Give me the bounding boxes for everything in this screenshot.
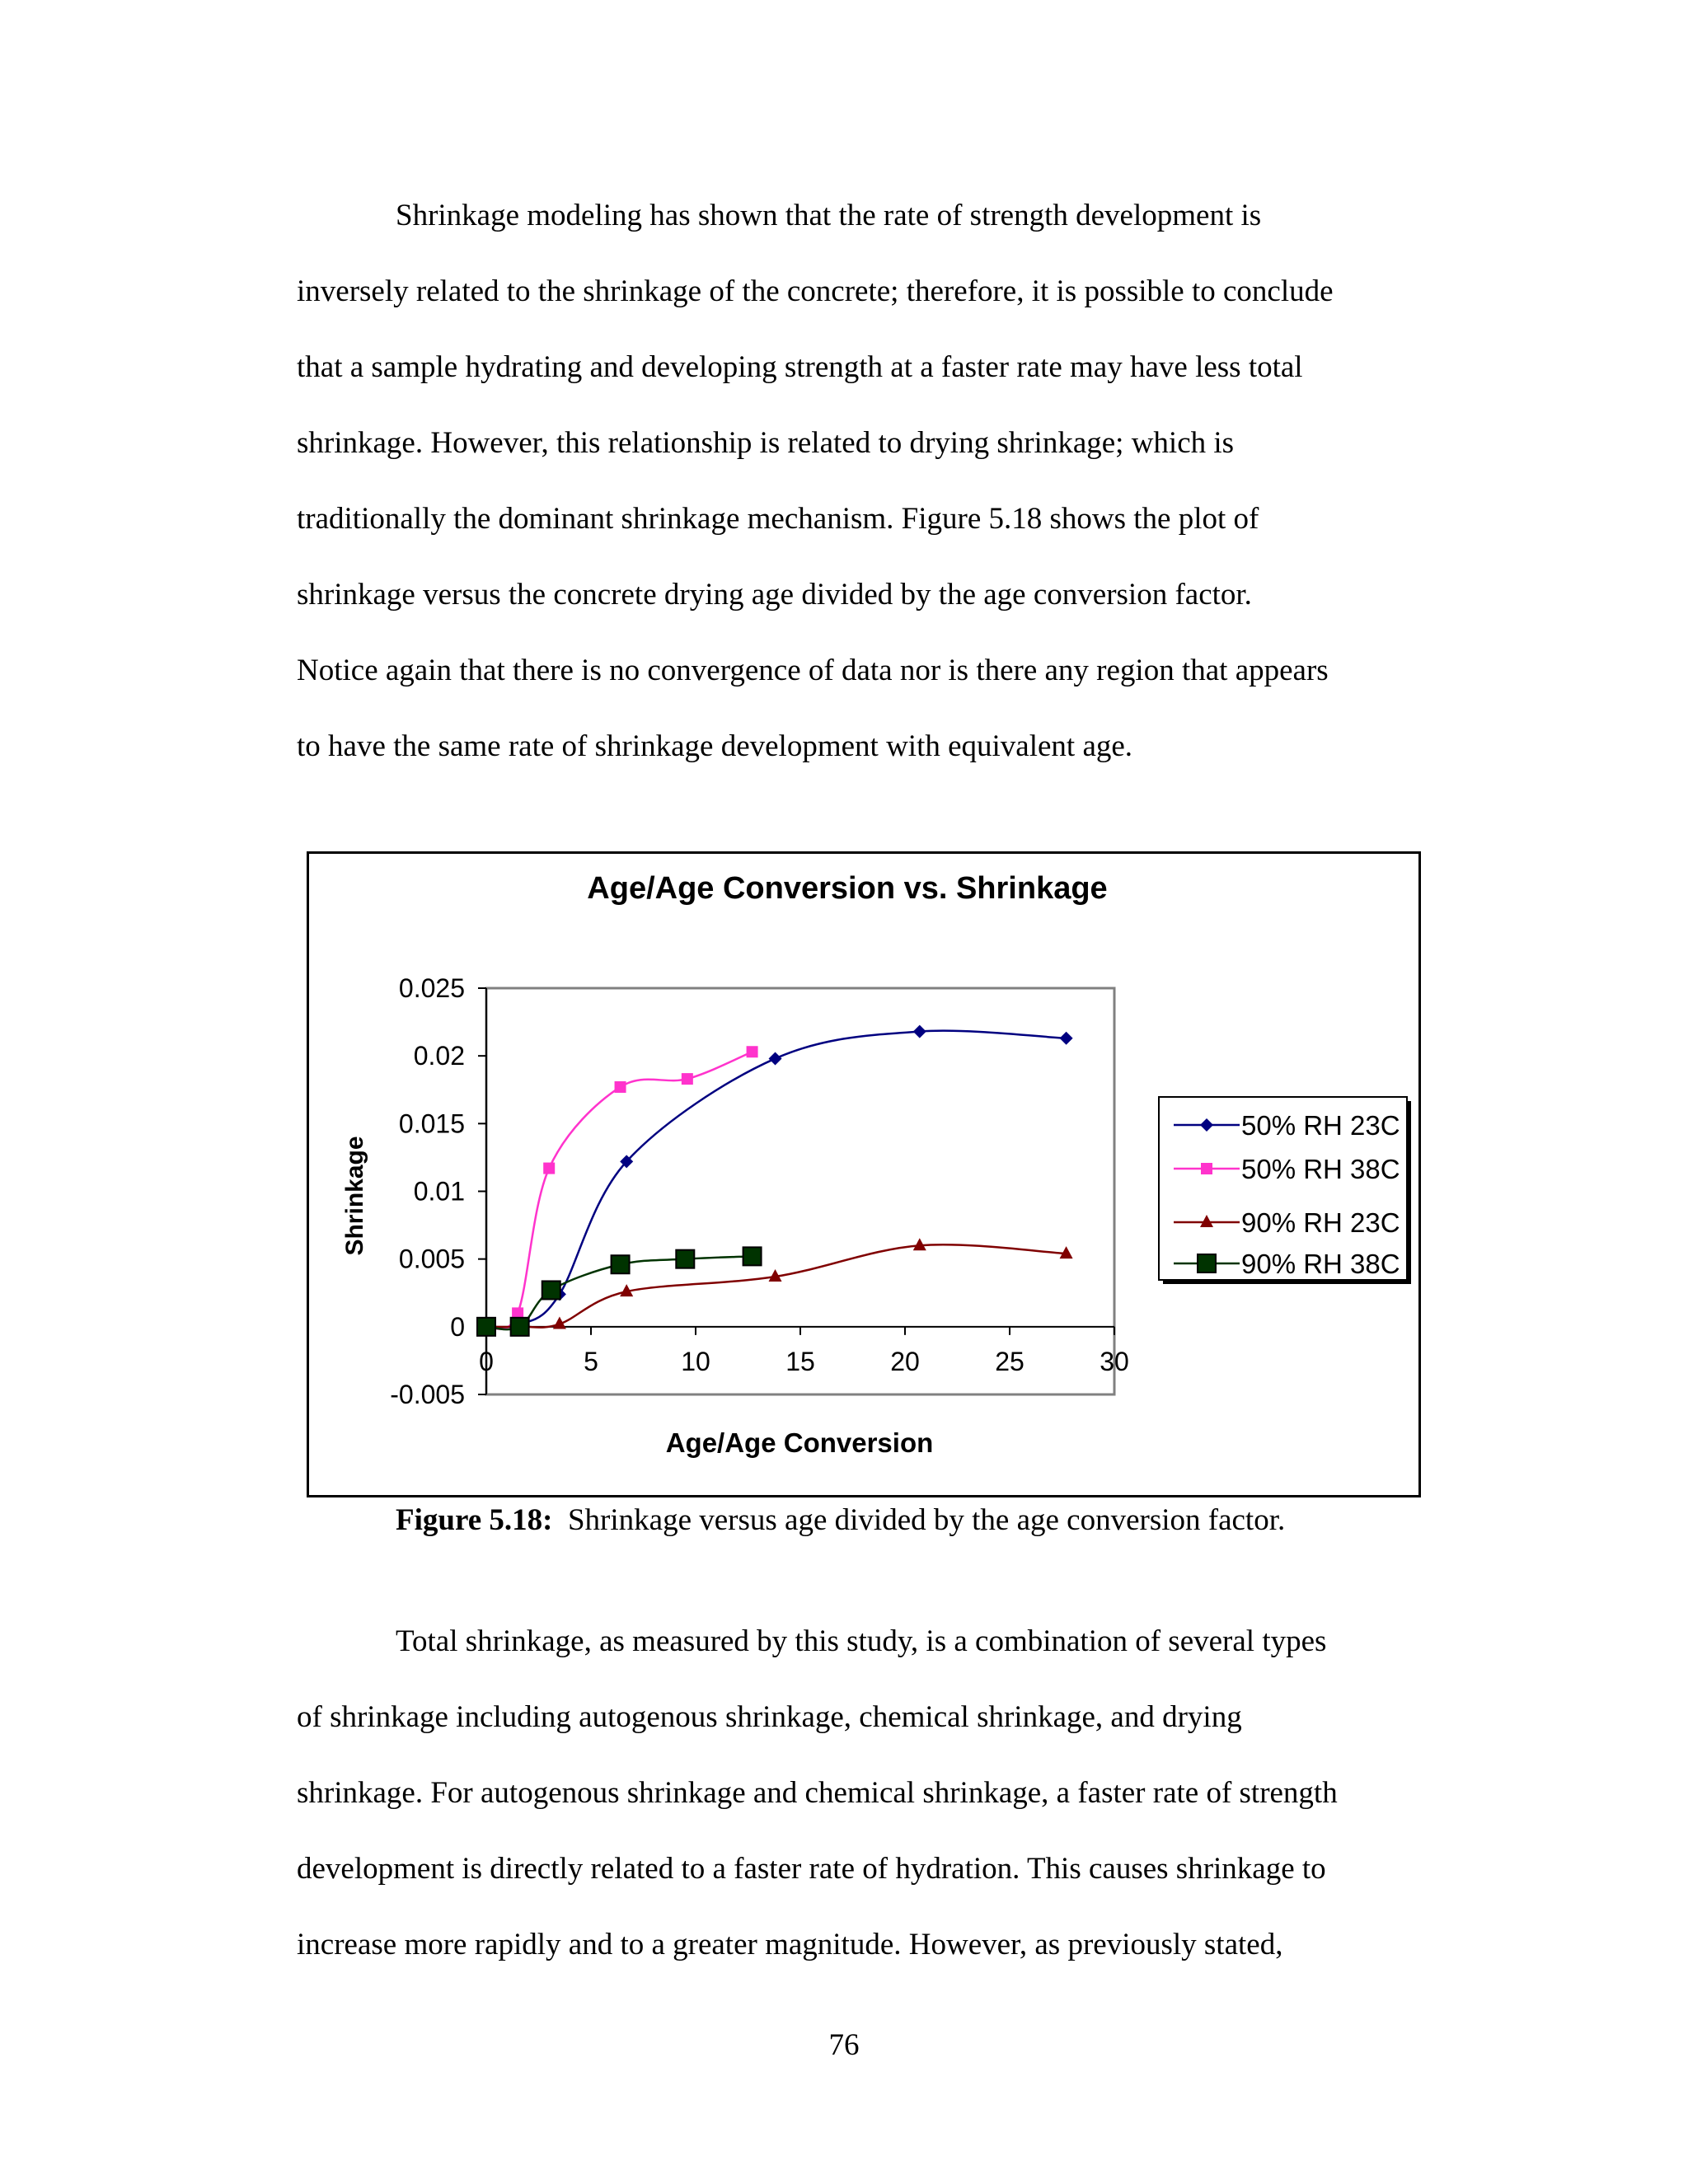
data-point — [682, 1073, 693, 1085]
legend-label: 90% RH 23C — [1241, 1207, 1400, 1238]
text-line: that a sample hydrating and developing strength at a faster rate may have less total — [297, 350, 1303, 384]
data-point — [477, 1318, 495, 1336]
text-line: Shrinkage modeling has shown that the rate of strength development is — [396, 199, 1262, 232]
legend-marker — [1198, 1254, 1216, 1272]
x-tick-label: 10 — [681, 1346, 710, 1376]
body-paragraph-1 — [297, 178, 1418, 785]
x-tick-label: 20 — [890, 1346, 920, 1376]
y-tick-label: 0 — [450, 1311, 465, 1342]
page-number: 76 — [828, 2028, 860, 2062]
shrinkage-chart — [307, 851, 1421, 1497]
text-line: Notice again that there is no convergence of data nor is there any region that appears — [297, 654, 1329, 687]
text-line: inversely related to the shrinkage of the concrete; therefore, it is possible to conclude — [297, 274, 1334, 308]
figure-caption — [396, 1496, 1467, 1545]
body-paragraph-2 — [297, 1604, 1418, 1983]
data-point — [511, 1318, 529, 1336]
y-tick-label: 0.005 — [398, 1244, 465, 1274]
data-point — [676, 1250, 694, 1268]
legend-marker — [1201, 1163, 1212, 1174]
x-tick-label: 0 — [479, 1346, 494, 1376]
text-line: development is directly related to a faster rate of hydration. This causes shrinkage to — [297, 1852, 1326, 1886]
x-tick-label: 25 — [995, 1346, 1025, 1376]
data-point — [747, 1046, 758, 1057]
y-tick-label: 0.025 — [398, 973, 465, 1003]
text-line: traditionally the dominant shrinkage mechanism. Figure 5.18 shows the plot of — [297, 502, 1259, 536]
text-line: of shrinkage including autogenous shrinkage, chemical shrinkage, and drying — [297, 1700, 1242, 1734]
data-point — [542, 1281, 560, 1299]
y-tick-label: -0.005 — [390, 1380, 465, 1409]
legend-label: 90% RH 38C — [1241, 1249, 1400, 1279]
figure-label: Figure 5.18: — [396, 1503, 553, 1537]
x-tick-label: 30 — [1100, 1346, 1129, 1376]
y-tick-label: 0.02 — [413, 1041, 465, 1071]
y-tick-label: 0.015 — [398, 1108, 465, 1139]
text-line: shrinkage versus the concrete drying age divided by the age conversion factor. — [297, 578, 1252, 612]
legend-label: 50% RH 23C — [1241, 1110, 1400, 1141]
chart-legend — [1159, 1097, 1411, 1284]
text-line: Total shrinkage, as measured by this study, is a combination of several types — [396, 1624, 1327, 1658]
figure-caption-text: Shrinkage versus age divided by the age conversion factor. — [567, 1503, 1286, 1537]
text-line: shrinkage. For autogenous shrinkage and chemical shrinkage, a faster rate of strength — [297, 1776, 1338, 1810]
data-point — [615, 1081, 626, 1093]
data-point — [612, 1255, 630, 1273]
chart-title: Age/Age Conversion vs. Shrinkage — [587, 871, 1108, 906]
legend-label: 50% RH 38C — [1241, 1154, 1400, 1184]
data-point — [543, 1163, 555, 1174]
x-tick-label: 5 — [584, 1346, 598, 1376]
x-axis-label: Age/Age Conversion — [665, 1427, 934, 1458]
y-tick-label: 0.01 — [413, 1176, 465, 1207]
text-line: to have the same rate of shrinkage development with equivalent age. — [297, 729, 1133, 763]
text-line: increase more rapidly and to a greater magnitude. However, as previously stated, — [297, 1928, 1283, 1961]
data-point — [743, 1247, 762, 1265]
x-tick-label: 15 — [785, 1346, 815, 1376]
y-axis-label: Shrinkage — [341, 1136, 368, 1256]
text-line: shrinkage. However, this relationship is related to drying shrinkage; which is — [297, 426, 1235, 460]
